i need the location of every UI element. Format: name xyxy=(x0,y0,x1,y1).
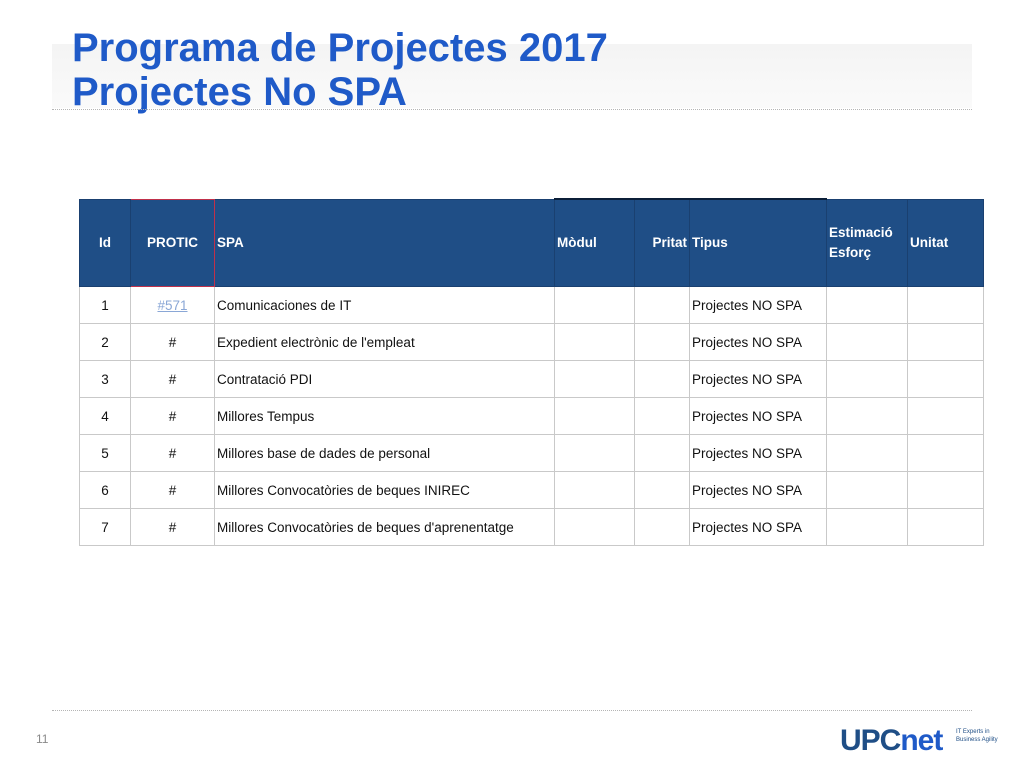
cell-tipus: Projectes NO SPA xyxy=(690,287,827,324)
cell-modul xyxy=(555,287,635,324)
logo-brand-upc: UPC xyxy=(840,724,901,757)
cell-pritat xyxy=(635,398,690,435)
header-modul: Mòdul xyxy=(555,199,635,287)
protic-link[interactable]: #571 xyxy=(157,297,188,313)
cell-id: 3 xyxy=(80,361,131,398)
cell-pritat xyxy=(635,361,690,398)
cell-pritat xyxy=(635,324,690,361)
header-estimacio-line-1: Estimació xyxy=(829,224,893,240)
cell-protic xyxy=(131,287,215,324)
cell-modul xyxy=(555,435,635,472)
title-line-1: Programa de Projectes 2017 xyxy=(72,26,608,70)
cell-estimacio xyxy=(827,398,908,435)
cell-tipus: Projectes NO SPA xyxy=(690,324,827,361)
cell-unitat xyxy=(908,435,984,472)
cell-estimacio xyxy=(827,324,908,361)
table-row xyxy=(80,509,984,546)
header-pritat: Pritat xyxy=(635,199,690,287)
cell-id: 6 xyxy=(80,472,131,509)
table-row xyxy=(80,287,984,324)
header-id: Id xyxy=(80,199,131,287)
upcnet-logo xyxy=(840,724,942,758)
tagline-line-1: IT Experts in xyxy=(956,729,990,735)
cell-pritat xyxy=(635,472,690,509)
slide-title xyxy=(72,26,608,114)
table-row xyxy=(80,398,984,435)
cell-tipus: Projectes NO SPA xyxy=(690,398,827,435)
footer-divider xyxy=(52,710,972,711)
cell-tipus: Projectes NO SPA xyxy=(690,509,827,546)
logo-brand-net: net xyxy=(900,724,943,757)
cell-id: 2 xyxy=(80,324,131,361)
cell-id: 5 xyxy=(80,435,131,472)
header-estimacio xyxy=(827,199,908,287)
cell-pritat xyxy=(635,509,690,546)
cell-unitat xyxy=(908,398,984,435)
cell-id: 4 xyxy=(80,398,131,435)
cell-estimacio xyxy=(827,509,908,546)
cell-unitat xyxy=(908,361,984,398)
cell-modul xyxy=(555,324,635,361)
cell-modul xyxy=(555,361,635,398)
header-tipus: Tipus xyxy=(690,199,827,287)
cell-modul xyxy=(555,472,635,509)
cell-spa: Comunicaciones de IT xyxy=(215,287,555,324)
header-estimacio-line-2: Esforç xyxy=(829,244,872,260)
cell-unitat xyxy=(908,324,984,361)
cell-unitat xyxy=(908,287,984,324)
title-divider xyxy=(52,109,972,110)
cell-spa: Millores Convocatòries de beques d'aprenentatge xyxy=(215,509,555,546)
page-number: 11 xyxy=(36,732,49,746)
cell-spa: Millores Tempus xyxy=(215,398,555,435)
header-spa: SPA xyxy=(215,199,555,287)
cell-spa: Millores Convocatòries de beques INIREC xyxy=(215,472,555,509)
cell-modul xyxy=(555,398,635,435)
cell-estimacio xyxy=(827,361,908,398)
cell-unitat xyxy=(908,472,984,509)
cell-tipus: Projectes NO SPA xyxy=(690,435,827,472)
title-line-2: Projectes No SPA xyxy=(72,70,407,114)
cell-tipus: Projectes NO SPA xyxy=(690,361,827,398)
cell-spa: Contratació PDI xyxy=(215,361,555,398)
table-header-row xyxy=(80,199,984,287)
table-row xyxy=(80,361,984,398)
cell-id: 1 xyxy=(80,287,131,324)
cell-protic: # xyxy=(131,509,215,546)
cell-protic: # xyxy=(131,435,215,472)
header-protic: PROTIC xyxy=(131,199,215,287)
cell-protic: # xyxy=(131,472,215,509)
table-row xyxy=(80,472,984,509)
header-unitat: Unitat xyxy=(908,199,984,287)
cell-estimacio xyxy=(827,435,908,472)
cell-protic: # xyxy=(131,398,215,435)
cell-spa: Millores base de dades de personal xyxy=(215,435,555,472)
tagline-line-2: Business Agility xyxy=(956,737,998,743)
cell-id: 7 xyxy=(80,509,131,546)
cell-estimacio xyxy=(827,472,908,509)
cell-modul xyxy=(555,509,635,546)
projects-table xyxy=(79,198,984,546)
table-row xyxy=(80,435,984,472)
cell-tipus: Projectes NO SPA xyxy=(690,472,827,509)
cell-protic: # xyxy=(131,361,215,398)
table-row xyxy=(80,324,984,361)
logo-tagline xyxy=(956,728,1016,744)
cell-pritat xyxy=(635,287,690,324)
cell-unitat xyxy=(908,509,984,546)
cell-estimacio xyxy=(827,287,908,324)
cell-spa: Expedient electrònic de l'empleat xyxy=(215,324,555,361)
cell-pritat xyxy=(635,435,690,472)
cell-protic: # xyxy=(131,324,215,361)
